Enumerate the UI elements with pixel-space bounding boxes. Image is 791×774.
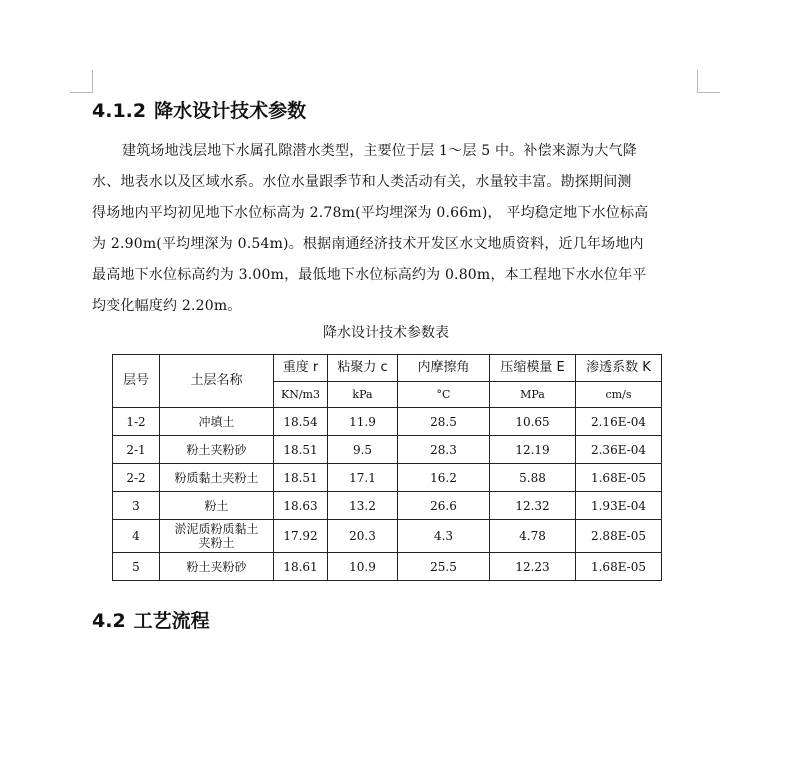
- cell-soil-name: 冲填土: [160, 408, 274, 436]
- section-heading-4-1-2: [92, 96, 306, 123]
- cell-layer: 3: [113, 492, 160, 520]
- unit-compression-modulus: MPa: [490, 382, 576, 408]
- cell-value: 1.68E-05: [576, 464, 662, 492]
- cell-value: 11.9: [328, 408, 398, 436]
- unit-unit-weight: KN/m3: [274, 382, 328, 408]
- header-cohesion: 粘聚力 c: [328, 355, 398, 382]
- cell-layer: 2-2: [113, 464, 160, 492]
- cell-value: 12.19: [490, 436, 576, 464]
- cell-value: 4.78: [490, 520, 576, 553]
- section-number: 4.2: [92, 610, 126, 632]
- header-soil-name: 土层名称: [160, 355, 274, 408]
- cell-value: 10.65: [490, 408, 576, 436]
- cell-value: 2.16E-04: [576, 408, 662, 436]
- paragraph-line: 均变化幅度约 2.20m。: [92, 298, 242, 314]
- cell-value: 9.5: [328, 436, 398, 464]
- unit-cohesion: kPa: [328, 382, 398, 408]
- cell-value: 18.51: [274, 464, 328, 492]
- cell-value: 13.2: [328, 492, 398, 520]
- table-row: [113, 492, 662, 520]
- unit-friction-angle: °C: [398, 382, 490, 408]
- cell-layer: 1-2: [113, 408, 160, 436]
- cell-value: 18.54: [274, 408, 328, 436]
- header-compression-modulus: 压缩模量 E: [490, 355, 576, 382]
- cell-value: 1.93E-04: [576, 492, 662, 520]
- crop-mark-top-left: [70, 70, 93, 93]
- header-unit-weight: 重度 r: [274, 355, 328, 382]
- paragraph-line: 得场地内平均初见地下水位标高为 2.78m(平均埋深为 0.66m)， 平均稳定地下水位标高: [92, 205, 649, 221]
- table-row: [113, 464, 662, 492]
- cell-value: 25.5: [398, 553, 490, 581]
- cell-value: 18.51: [274, 436, 328, 464]
- cell-value: 12.23: [490, 553, 576, 581]
- cell-value: 18.61: [274, 553, 328, 581]
- header-permeability: 渗透系数 K: [576, 355, 662, 382]
- table-row: [113, 408, 662, 436]
- cell-layer: 5: [113, 553, 160, 581]
- cell-value: 12.32: [490, 492, 576, 520]
- section-title: 工艺流程: [133, 610, 210, 632]
- cell-soil-name: 粉土夹粉砂: [160, 553, 274, 581]
- header-layer-no: 层号: [113, 355, 160, 408]
- cell-layer: 4: [113, 520, 160, 553]
- paragraph-line: 建筑场地浅层地下水属孔隙潜水类型，主要位于层 1～层 5 中。补偿来源为大气降: [122, 143, 637, 159]
- section-heading-4-2: [92, 606, 210, 633]
- parameters-table: [112, 354, 662, 581]
- header-friction-angle: 内摩擦角: [398, 355, 490, 382]
- cell-soil-name: 淤泥质粉质黏土夹粉土: [160, 520, 274, 553]
- cell-value: 4.3: [398, 520, 490, 553]
- crop-mark-top-right: [697, 70, 720, 93]
- cell-value: 16.2: [398, 464, 490, 492]
- cell-value: 2.36E-04: [576, 436, 662, 464]
- section-number: 4.1.2: [92, 100, 147, 122]
- cell-value: 26.6: [398, 492, 490, 520]
- table-row: [113, 553, 662, 581]
- cell-soil-name: 粉质黏土夹粉土: [160, 464, 274, 492]
- cell-soil-name: 粉土夹粉砂: [160, 436, 274, 464]
- cell-soil-name: 粉土: [160, 492, 274, 520]
- body-paragraph: [92, 136, 698, 322]
- cell-value: 18.63: [274, 492, 328, 520]
- cell-value: 28.3: [398, 436, 490, 464]
- cell-value: 10.9: [328, 553, 398, 581]
- paragraph-line: 为 2.90m(平均埋深为 0.54m)。根据南通经济技术开发区水文地质资料，近几年场地内: [92, 236, 644, 252]
- table-row: [113, 436, 662, 464]
- cell-layer: 2-1: [113, 436, 160, 464]
- cell-value: 28.5: [398, 408, 490, 436]
- section-title: 降水设计技术参数: [154, 100, 307, 122]
- cell-value: 1.68E-05: [576, 553, 662, 581]
- table-row: [113, 520, 662, 553]
- unit-permeability: cm/s: [576, 382, 662, 408]
- cell-value: 5.88: [490, 464, 576, 492]
- paragraph-line: 最高地下水位标高约为 3.00m，最低地下水位标高约为 0.80m，本工程地下水水位年平: [92, 267, 647, 283]
- cell-value: 17.92: [274, 520, 328, 553]
- paragraph-line: 水、地表水以及区域水系。水位水量跟季节和人类活动有关，水量较丰富。勘探期间测: [92, 174, 632, 190]
- table-caption: 降水设计技术参数表: [323, 325, 449, 341]
- cell-value: 2.88E-05: [576, 520, 662, 553]
- cell-value: 17.1: [328, 464, 398, 492]
- table-header-row: [113, 355, 662, 382]
- cell-value: 20.3: [328, 520, 398, 553]
